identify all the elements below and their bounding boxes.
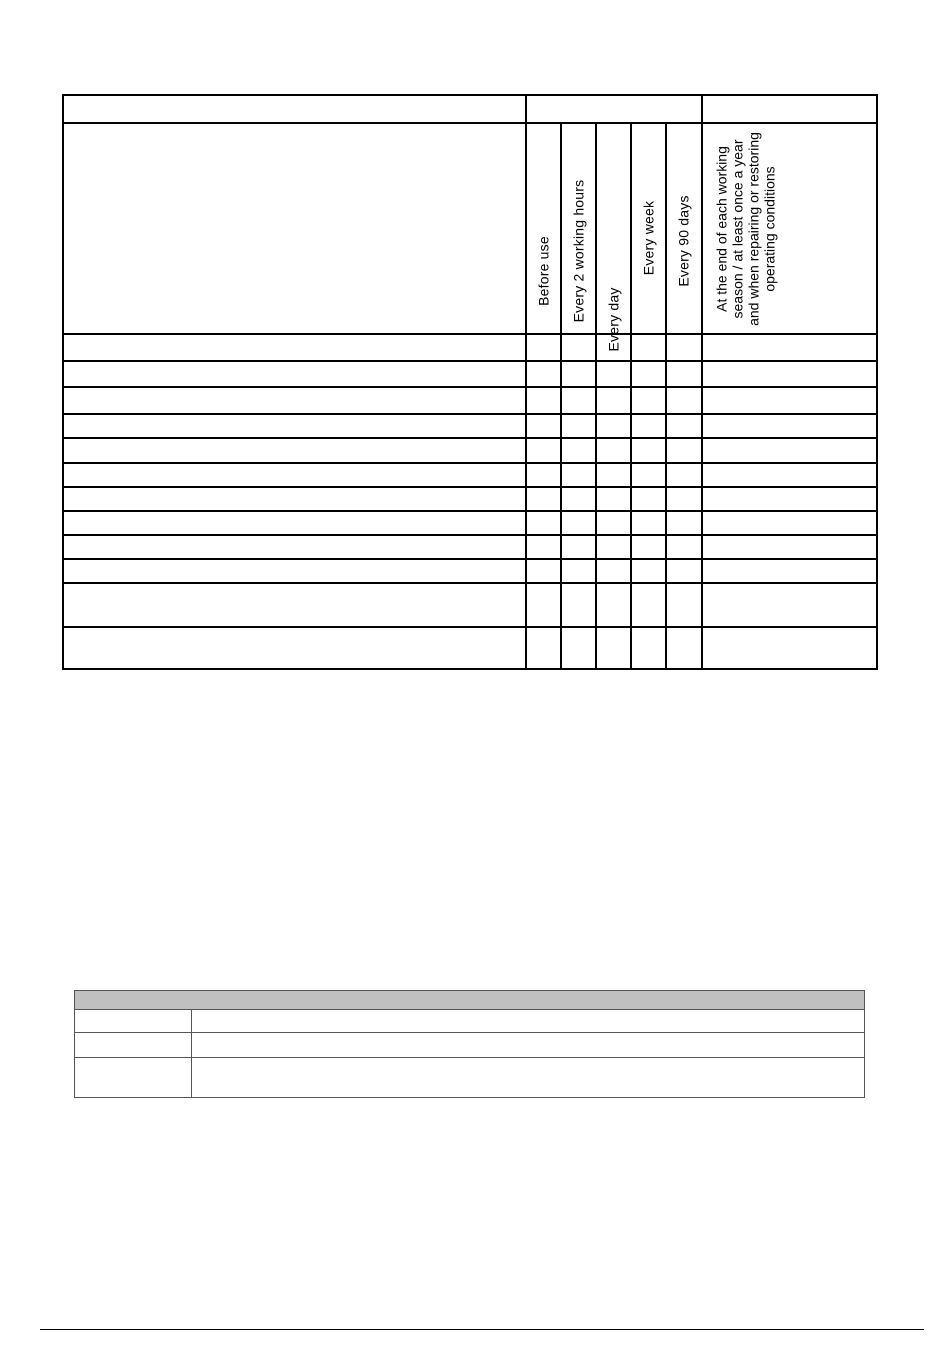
- table-top-border: [62, 94, 878, 96]
- column-header-label: Every 90 days: [675, 195, 692, 287]
- header-cell-every-day: [597, 124, 630, 352]
- header-bottom-border: [62, 333, 878, 335]
- row-divider: [62, 386, 878, 388]
- row-divider: [62, 486, 878, 488]
- column-header-label: Every day: [605, 287, 622, 352]
- row-divider: [62, 437, 878, 439]
- footer-rule: [40, 1329, 924, 1330]
- header-cell-before-use: [527, 124, 560, 333]
- header-cell-every-90-days: [667, 124, 701, 333]
- secondary-table-frame: [74, 1009, 865, 1098]
- row-divider: [62, 582, 878, 584]
- column-header-label: Every 2 working hours: [570, 179, 587, 323]
- row-divider: [62, 626, 878, 628]
- row-divider: [62, 558, 878, 560]
- row-divider: [62, 413, 878, 415]
- row-divider: [62, 510, 878, 512]
- column-divider: [191, 1009, 192, 1098]
- column-header-label: At the end of each working season / at least once a year and when repairing or restoring operating conditions: [713, 132, 778, 326]
- secondary-table-header: [74, 990, 865, 1010]
- column-header-label: Before use: [535, 236, 552, 306]
- row-divider: [74, 1032, 865, 1033]
- table-bottom-border: [62, 668, 878, 670]
- table-right-border: [876, 94, 878, 670]
- header-cell-every-week: [632, 124, 665, 333]
- row-divider: [62, 462, 878, 464]
- row-divider: [62, 360, 878, 362]
- row-divider: [74, 1057, 865, 1058]
- row-divider: [62, 534, 878, 536]
- header-cell-every-2-hours: [562, 124, 595, 333]
- column-header-label: Every week: [640, 200, 657, 276]
- header-cell-end-of-season: [703, 124, 876, 333]
- table-left-border: [62, 94, 64, 670]
